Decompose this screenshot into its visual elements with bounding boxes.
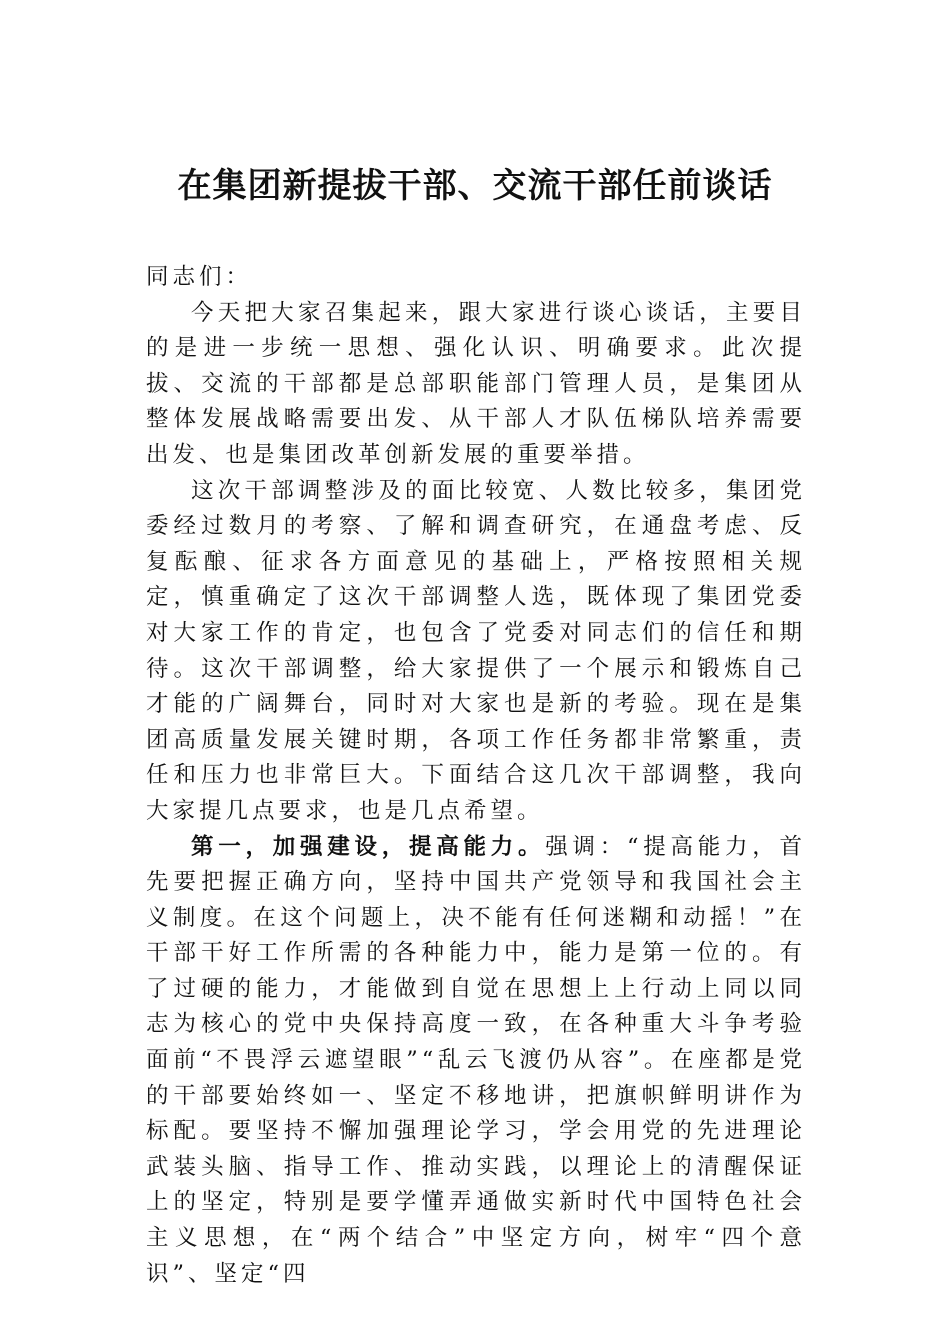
paragraph-1 [146, 296, 806, 474]
paragraph-3-text: 强调：“提高能力，首先要把握正确方向，坚持中国共产党领导和我国社会主义制度。在这个问题上，决不能有任何迷糊和动摇！”在干部干好工作所需的各种能力中，能力是第一位的。有了过硬的能力，才能做到自觉在思想上上行动上同以同志为核心的党中央保持高度一致，在各种重大斗争考验面前“不畏浮云遮望眼”“乱云飞渡仍从容”。在座都是党的干部要始终如一、坚定不移地讲，把旗帜鲜明讲作为标配。要坚持不懈加强理论学习，学会用党的先进理论武装头脑、指导工作、推动实践，以理论上的清醒保证上的坚定，特别是要学懂弄通做实新时代中国特色社会主义思想，在“两个结合”中坚定方向，树牢“四个意识”、坚定“四 [146, 833, 806, 1287]
paragraph-2 [146, 474, 806, 830]
salutation: 同志们： [146, 264, 253, 290]
paragraph-3-lead-heading: 第一，加强建设，提高能力。 [191, 833, 546, 860]
paragraph-1-text: 今天把大家召集起来，跟大家进行谈心谈话，主要目的是进一步统一思想、强化认识、明确要求。此次提拔、交流的干部都是总部职能部门管理人员，是集团从整体发展战略需要出发、从干部人才队伍梯队培养需要出发、也是集团改革创新发展的重要举措。 [146, 299, 806, 468]
document-body [146, 260, 806, 1292]
paragraph-3 [146, 830, 806, 1293]
document-title: 在集团新提拔干部、交流干部任前谈话 [177, 166, 773, 206]
paragraph-2-text: 这次干部调整涉及的面比较宽、人数比较多，集团党委经过数月的考察、了解和调查研究，在通盘考虑、反复酝酿、征求各方面意见的基础上，严格按照相关规定，慎重确定了这次干部调整人选，既体现了集团党委对大家工作的肯定，也包含了党委对同志们的信任和期待。这次干部调整，给大家提供了一个展示和锻炼自己才能的广阔舞台，同时对大家也是新的考验。现在是集团高质量发展关键时期，各项工作任务都非常繁重，责任和压力也非常巨大。下面结合这几次干部调整，我向大家提几点要求，也是几点希望。 [146, 477, 806, 824]
